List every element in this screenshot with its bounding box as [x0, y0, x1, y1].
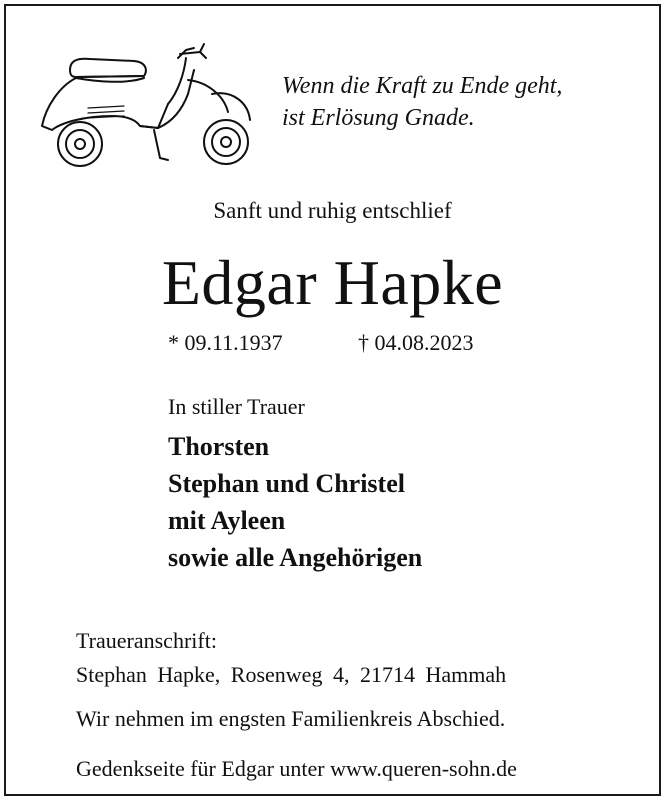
intro-text: Sanft und ruhig entschlief [213, 198, 452, 223]
memorial-page-link[interactable]: Gedenkseite für Edgar unter www.queren-sohn.de [76, 756, 517, 781]
family-member: Thorsten [168, 432, 270, 461]
birth-date: * 09.11.1937 [168, 330, 283, 355]
family-list [168, 428, 422, 576]
family-member: mit Ayleen [168, 506, 286, 535]
scooter-icon [36, 30, 266, 172]
death-date: † 04.08.2023 [358, 330, 474, 355]
quote-line-1: Wenn die Kraft zu Ende geht, [282, 73, 563, 99]
family-member: Stephan und Christel [168, 469, 405, 498]
mourning-line: In stiller Trauer [168, 394, 305, 419]
quote-text [282, 70, 562, 134]
address-label: Traueranschrift: [76, 628, 217, 653]
address-text: Stephan Hapke, Rosenweg 4, 21714 Hammah [76, 662, 507, 687]
family-member: sowie alle Angehörigen [168, 543, 423, 572]
deceased-name: Edgar Hapke [161, 247, 504, 318]
farewell-note: Wir nehmen im engsten Familienkreis Abschied. [76, 706, 506, 731]
quote-line-2: ist Erlösung Gnade. [282, 105, 475, 131]
